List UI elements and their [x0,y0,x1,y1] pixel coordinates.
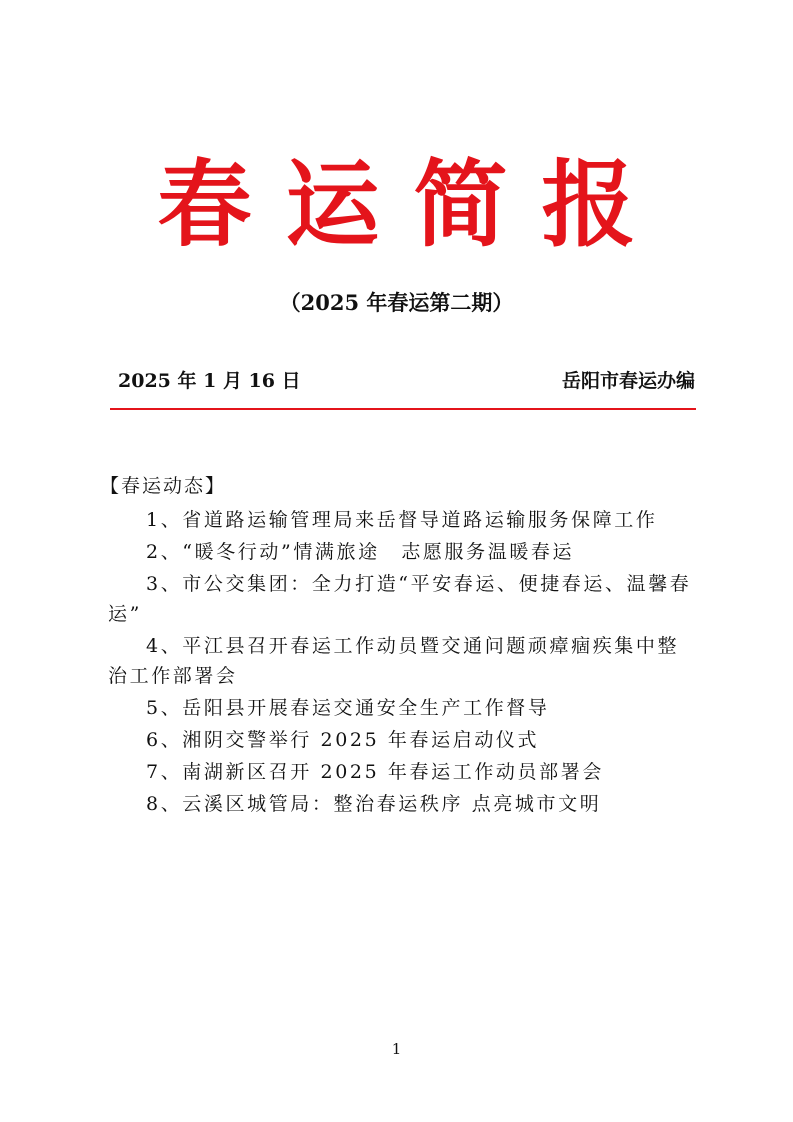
list-item: 3、市公交集团：全力打造“平安春运、便捷春运、温馨春运” [108,573,692,625]
publish-date: 2025 年 1 月 16 日 [118,370,301,392]
page-number: 1 [391,1040,402,1058]
list-item: 1、省道路运输管理局来岳督导道路运输服务保障工作 [146,509,658,531]
list-item: 5、岳阳县开展春运交通安全生产工作督导 [146,697,550,719]
header-divider [110,408,696,410]
list-item: 8、云溪区城管局：整治春运秩序 点亮城市文明 [146,793,602,815]
list-item: 2、“暖冬行动”情满旅途 志愿服务温暖春运 [146,541,575,563]
editor-credit: 岳阳市春运办编 [561,370,695,392]
section-heading: 【春运动态】 [100,475,227,497]
news-list [108,505,700,821]
list-item: 6、湘阴交警举行 2025 年春运启动仪式 [146,729,540,751]
list-item: 7、南湖新区召开 2025 年春运工作动员部署会 [146,761,604,783]
list-item: 4、平江县召开春运工作动员暨交通问题顽瘴痼疾集中整治工作部署会 [108,635,680,687]
masthead-title: 春运简报 [157,150,670,260]
issue-label: （2025 年春运第二期） [279,290,514,315]
